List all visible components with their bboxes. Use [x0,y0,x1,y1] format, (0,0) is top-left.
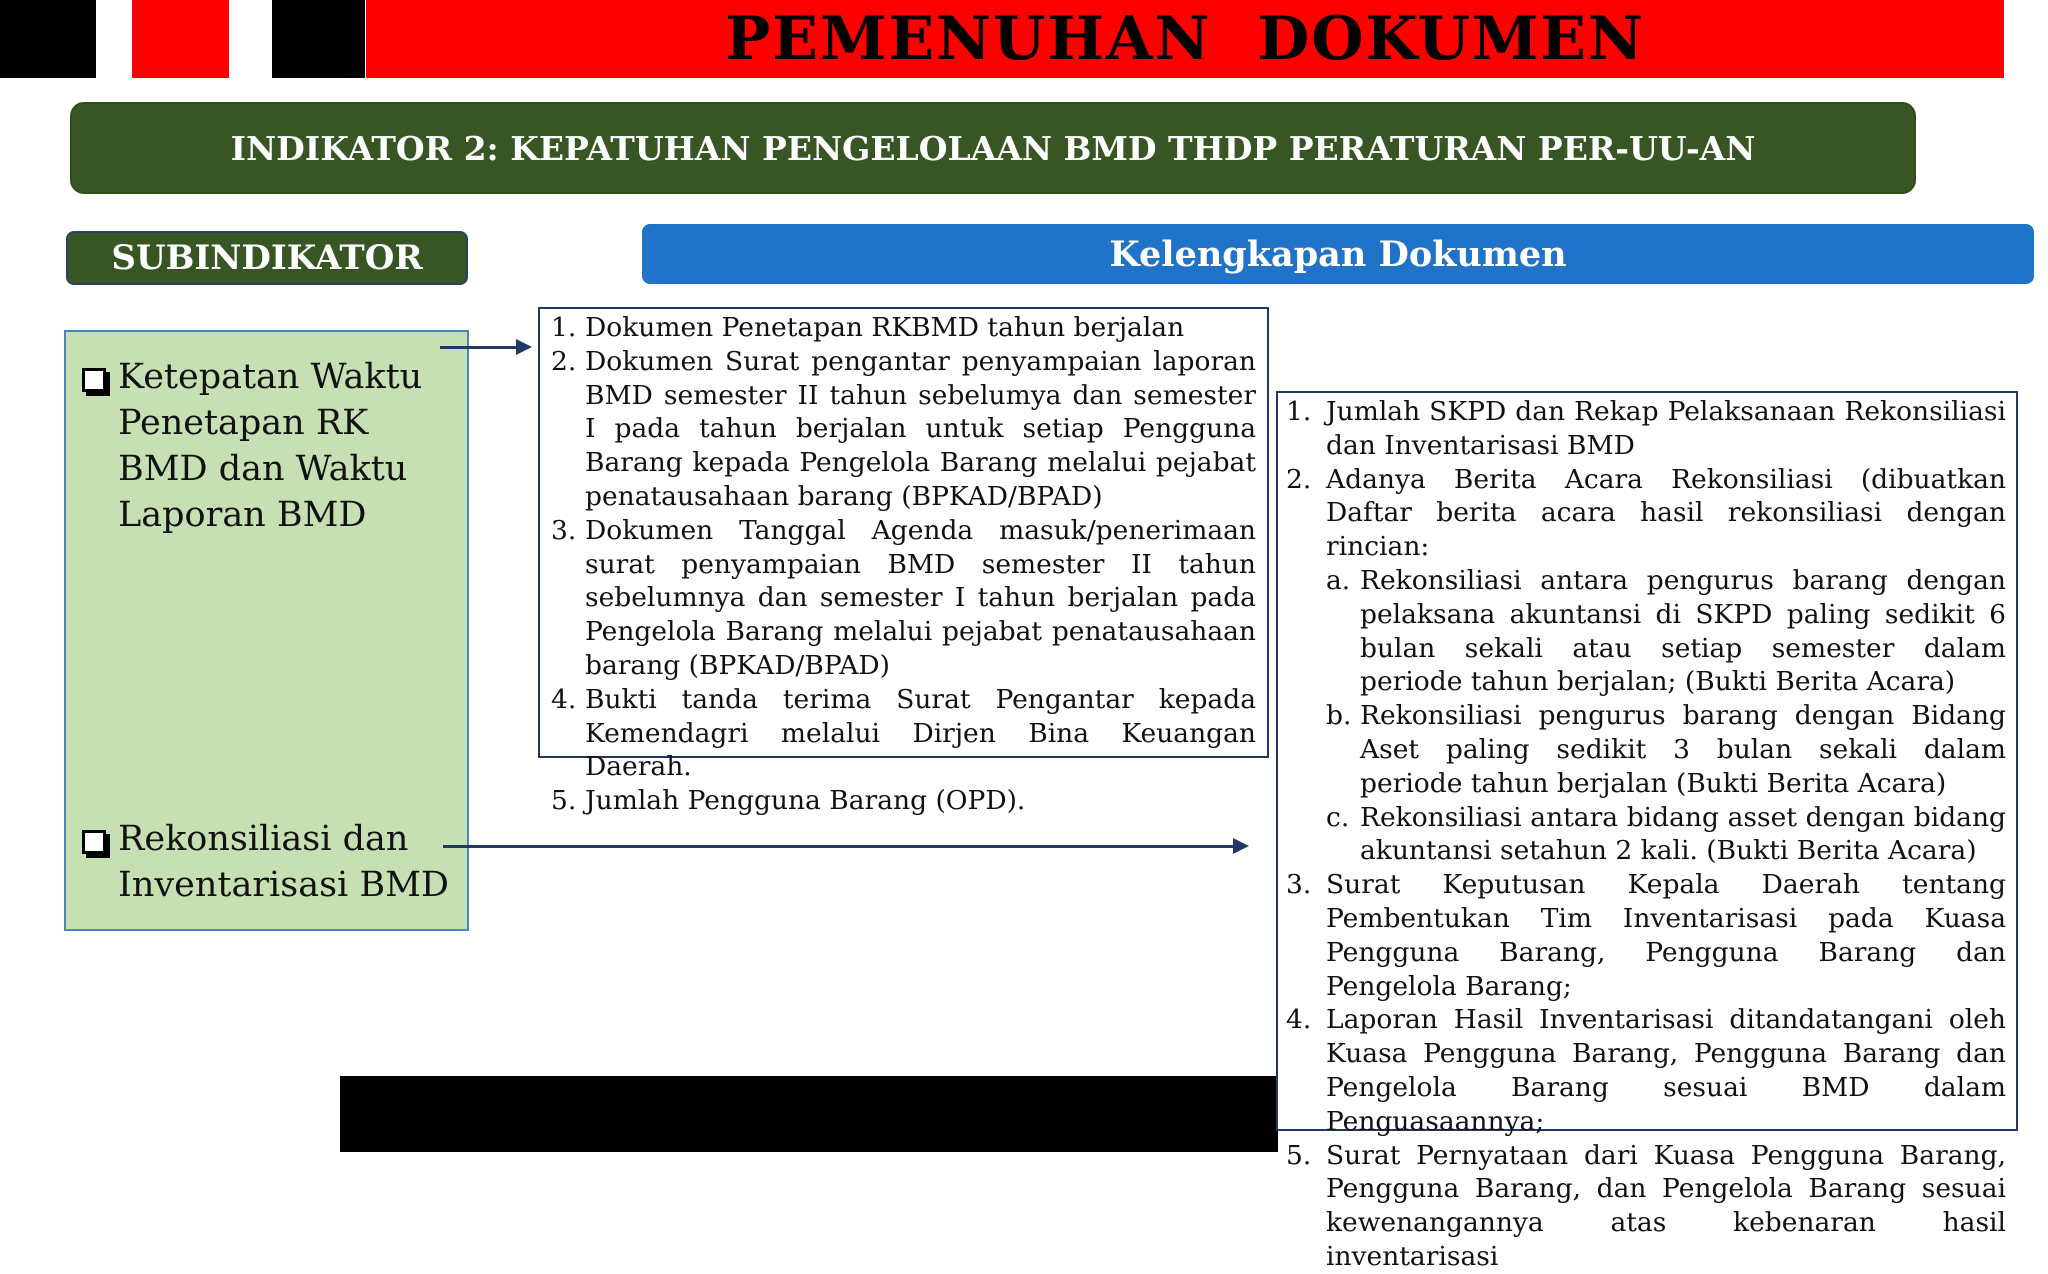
list-item: 1. Jumlah SKPD dan Rekap Pelaksanaan Rekonsiliasi dan Inventarisasi BMD [1286,396,2006,461]
sub-list-item: c. Rekonsiliasi antara bidang asset dengan bidang akuntansi setahun 2 kali. (Bukti Berita Acara) [1326,801,2006,867]
decor-bottom-bar [340,1076,1278,1152]
subindikator-item-label: Rekonsiliasi dan Inventarisasi BMD [118,819,449,905]
sub-list-item: b. Rekonsiliasi pengurus barang dengan Bidang Aset paling sedikit 3 bulan sekali dalam periode tahun berjalan (Bukti Berita Acara) [1326,700,2006,799]
subindikator-item-ketepatan [82,354,459,538]
checkbox-icon [82,368,106,392]
list-item: 1. Dokumen Penetapan RKBMD tahun berjalan [551,312,1185,343]
list-item: 4. Laporan Hasil Inventarisasi ditandatangani oleh Kuasa Pengguna Barang, Pengguna Barang dan Pengelola Barang sesuai BMD dalam Penguasaannya; [1286,1004,2006,1137]
arrow-right-icon [443,845,1235,848]
list-item: 5. Surat Pernyataan dari Kuasa Pengguna Barang, Pengguna Barang, dan Pengelola Barang sesuai kewenangannya atas kebenaran hasil inventarisasi [1286,1139,2006,1272]
decor-red-block [132,0,229,78]
list-item: 4. Bukti tanda terima Surat Pengantar kepada Kemendagri melalui Dirjen Bina Keuangan Daerah. [551,683,1256,783]
kelengkapan-header-text: Kelengkapan Dokumen [1109,233,1567,275]
subindikator-item-label: Ketepatan Waktu Penetapan RK BMD dan Waktu Laporan BMD [118,357,423,535]
page-title: PEMENUHAN DOKUMEN [725,4,1645,74]
title-bar [366,0,2004,78]
indicator-text: INDIKATOR 2: KEPATUHAN PENGELOLAAN BMD THDP PERATURAN PER-UU-AN [230,128,1756,168]
subindikator-box [64,330,469,931]
arrow-right-icon [440,346,518,349]
subindikator-header-text: SUBINDIKATOR [111,238,423,278]
checkbox-icon [82,830,106,854]
decor-black-block-2 [272,0,365,78]
subindikator-item-rekonsiliasi [82,816,459,908]
dokumen-list-2 [1276,391,2018,1272]
list-item: 5. Jumlah Pengguna Barang (OPD). [551,785,1026,817]
sub-list-item: a. Rekonsiliasi antara pengurus barang dengan pelaksana akuntansi di SKPD paling sedikit 6 bulan sekali atau setiap semester dalam periode tahun berjalan; (Bukti Berita Acara) [1326,564,2006,698]
list-item: 2. Adanya Berita Acara Rekonsiliasi (dibuatkan Daftar berita acara hasil rekonsiliasi dengan rincian: [1286,463,2006,563]
decor-black-block-1 [0,0,96,78]
indicator-banner [70,102,1916,194]
list-item: 3. Surat Keputusan Kepala Daerah tentang Pembentukan Tim Inventarisasi pada Kuasa Pengguna Barang, Pengguna Barang dan Pengelola Barang; [1286,869,2006,1002]
kelengkapan-header [642,224,2034,284]
dokumen-list-1 [538,307,1269,817]
list-item: 2. Dokumen Surat pengantar penyampaian laporan BMD semester II tahun sebelumya dan semester I pada tahun berjalan untuk setiap Pengguna Barang kepada Pengelola Barang melalui pejabat penatausahaan barang (BPKAD/BPAD) [551,345,1256,512]
list-item: 3. Dokumen Tanggal Agenda masuk/penerimaan surat penyampaian BMD semester II tahun sebelumnya dan semester I tahun berjalan pada Pengelola Barang melalui pejabat penatausahaan barang (BPKAD/BPAD) [551,514,1256,681]
subindikator-header [66,231,468,285]
